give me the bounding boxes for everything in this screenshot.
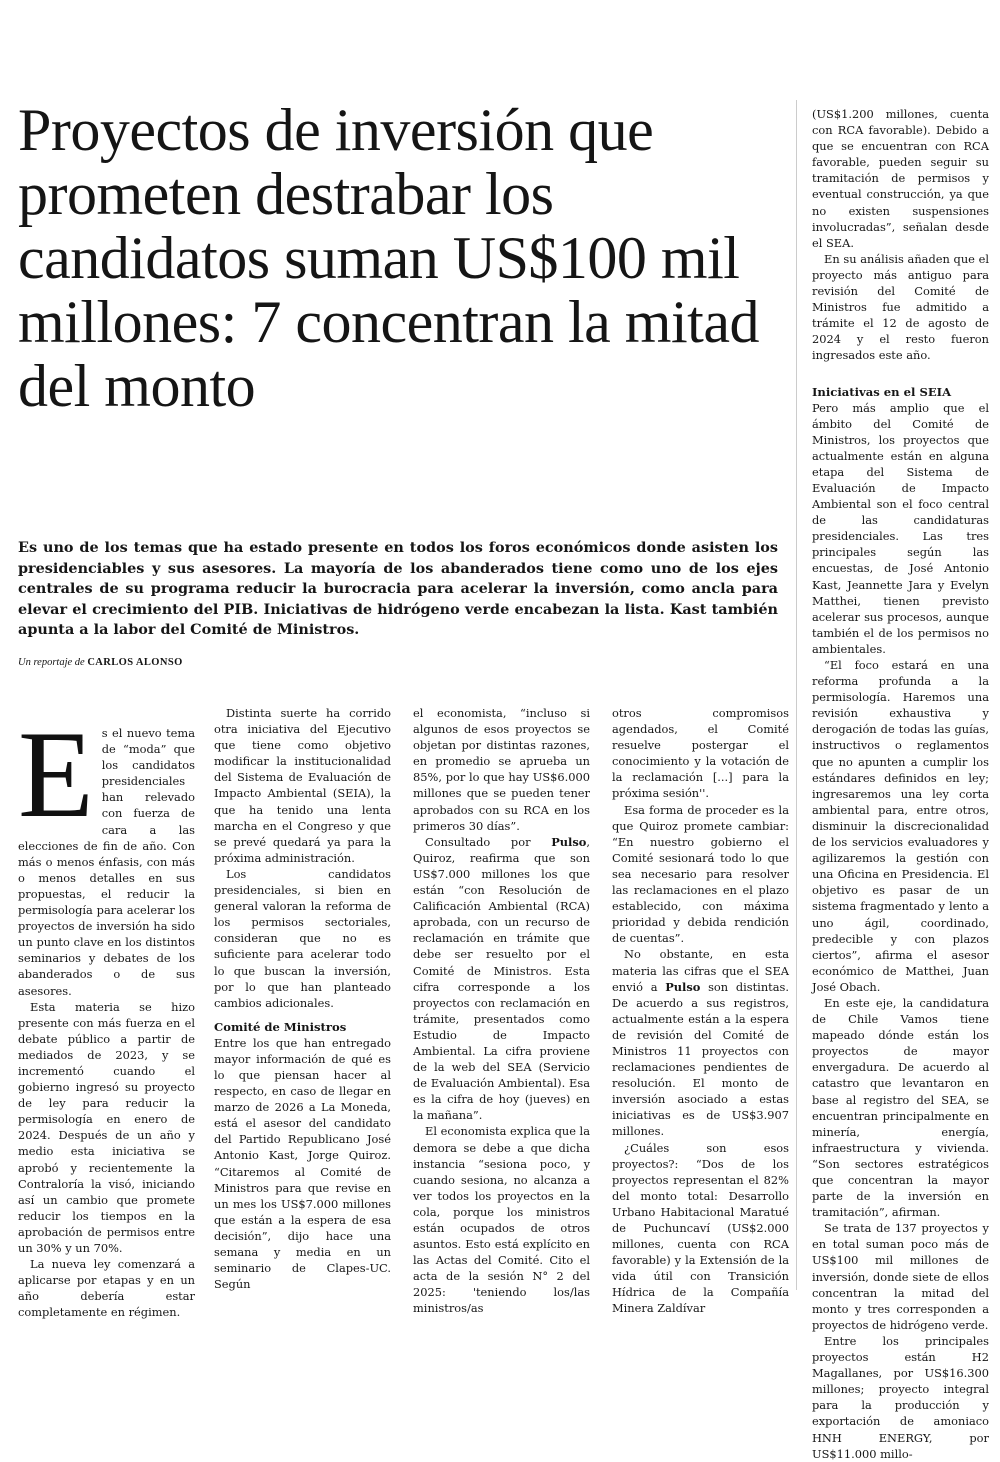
- article-column-3: [413, 705, 590, 1317]
- paragraph: Distinta suerte ha corrido otra iniciativa del Ejecutivo que tiene como objetivo modificar la institucionalidad del Sistema de Evaluación de Impacto Ambiental (SEIA), la que ha tenido una lenta marcha en el Congreso y que se prevé quedará ya para la próxima administración.: [214, 706, 391, 865]
- column-divider: [796, 100, 797, 1290]
- paragraph: Esta materia se hizo presente con más fuerza en el debate público a partir de mediados de 2023, y se incrementó cuando el gobierno ingresó su proyecto de ley para reducir la permisología en enero de 2024. Después de un año y medio esta iniciativa se aprobó y recientemente la Contraloría la visó, iniciando así un cambio que promete reducir los tiempos en la aprobación de permisos entre un 30% y un 70%.: [18, 999, 195, 1255]
- publication-name: Pulso: [665, 979, 701, 994]
- paragraph: Se trata de 137 proyectos y en total suman poco más de US$100 mil millones de inversión, donde siete de ellos concentran la mitad del monto y tres corresponden a proyectos de hidrógeno verde.: [812, 1221, 989, 1332]
- paragraph: En su análisis añaden que el proyecto más antiguo para revisión del Comité de Ministros fue admitido a trámite el 12 de agosto de 2024 y el resto fueron ingresados este año.: [812, 251, 989, 363]
- text-run: No obstante, en esta materia las cifras que el SEA envió a: [612, 947, 789, 994]
- publication-name: Pulso: [551, 834, 587, 849]
- lede-summary: Es uno de los temas que ha estado presente en todos los foros económicos donde asisten los presidenciables y sus asesores. La mayoría de los abanderados tiene como uno de los ejes centrales de su programa reducir la burocracia para acelerar la inversión, como ancla para elevar el crecimiento del PIB. Iniciativas de hidrógeno verde encabezan la lista. Kast también apunta a la labor del Comité de Ministros.: [18, 539, 778, 638]
- paragraph: (US$1.200 millones, cuenta con RCA favorable). Debido a que se encuentran con RCA favorable, pueden seguir su tramitación de permisos y eventual construcción, ya que no existen suspensiones involucradas”, señalan desde el SEA.: [812, 107, 989, 250]
- paragraph: Los candidatos presidenciales, si bien en general valoran la reforma de los permisos sectoriales, consideran que no es suficiente para acelerar todo lo que buscan la inversión, por lo que han planteado cambios adicionales.: [214, 866, 391, 1010]
- byline-author: CARLOS ALONSO: [87, 657, 183, 668]
- section-heading: Comité de Ministros: [214, 1019, 347, 1034]
- paragraph: otros compromisos agendados, el Comité resuelve postergar el conocimiento y la votación de la reclamación [...] para la próxima sesión''.: [612, 706, 789, 801]
- section-heading: Iniciativas en el SEIA: [812, 384, 952, 399]
- article-column-1: [18, 706, 195, 1320]
- paragraph: el economista, “incluso si algunos de esos proyectos se objetan por distintas razones, en promedio se aprueba un 85%, por lo que hay US$6.000 millones que se pueden tener aprobados con su RCA en los primeros 30 días”.: [413, 706, 590, 833]
- paragraph: Pero más amplio que el ámbito del Comité de Ministros, los proyectos que actualmente están en alguna etapa del Sistema de Evaluación de Impacto Ambiental son el foco central de las candidaturas presidenciales. Las tres principales según las encuestas, de José Antonio Kast, Jeannette Jara y Evelyn Matthei, tienen previsto acelerar sus procesos, aunque también el de los permisos no ambientales.: [812, 400, 989, 656]
- byline-prefix: Un reportaje de: [18, 657, 85, 668]
- paragraph: Entre los que han entregado mayor información de qué es lo que piensan hacer al respecto, en caso de llegar en marzo de 2026 a La Moneda, está el asesor del candidato del Partido Republicano José Antonio Kast, Jorge Quiroz. “Citaremos al Comité de Ministros para que revise en un mes los US$7.000 millones que están a la espera de esa decisión”, dijo hace una semana y media en un seminario de Clapes-UC. Según: [214, 1035, 391, 1292]
- byline: [18, 657, 183, 668]
- article-column-5: [812, 106, 989, 1462]
- article-column-4: [612, 705, 789, 1317]
- text-run: , Quiroz, reafirma que son US$7.000 millones los que están “con Resolución de Calificación Ambiental (RCA) aprobada, con un recurso de reclamación en trámite que debe ser resuelto por el Comité de Ministros. Esta cifra corresponde a los proyectos con reclamación en trámite, presentados como Estudio de Impacto Ambiental. La cifra proviene de la web del SEA (Servicio de Evaluación Ambiental). Esa es la cifra de hoy (jueves) en la mañana”.: [413, 834, 590, 1123]
- paragraph: ¿Cuáles son esos proyectos?: “Dos de los proyectos representan el 82% del monto total: Desarrollo Urbano Habitacional Maratué de Puchuncaví (US$2.000 millones, cuenta con RCA favorable) y la Extensión de la vida útil con Transición Hídrica de la Compañía Minera Zaldívar: [612, 1140, 789, 1316]
- paragraph: s el nuevo tema de “moda” que los candidatos presidenciales han relevado con fuerza de cara a las elecciones de fin de año. Con más o menos énfasis, con más o menos detalles en sus propuestas, el reducir la permisología para acelerar los proyectos de inversión ha sido un punto clave en los distintos seminarios y debates de los abanderados o de sus asesores.: [18, 726, 195, 998]
- headline: Proyectos de inversión que prometen destrabar los candidatos suman US$100 mil millones: 7 concentran la mitad del monto: [18, 97, 759, 419]
- paragraph: Entre los principales proyectos están H2 Magallanes, por US$16.300 millones; proyecto integral para la producción y exportación de amoniaco HNH ENERGY, por US$11.000 millo-: [812, 1333, 989, 1461]
- text-run: son distintas. De acuerdo a sus registros, actualmente están a la espera de revisión del Comité de Ministros 11 proyectos con reclamaciones pendientes de resolución. El monto de inversión asociado a estas iniciativas es de US$3.907 millones.: [612, 979, 789, 1139]
- paragraph: Esa forma de proceder es la que Quiroz promete cambiar: “En nuestro gobierno el Comité sesionará todo lo que sea necesario para resolver las reclamaciones en el plazo establecido, con máxima prioridad y debida rendición de cuentas”.: [612, 802, 789, 946]
- paragraph: “El foco estará en una reforma profunda a la permisología. Haremos una revisión exhaustiva y derogación de todas las guías, instructivos o reglamentos que no apunten a cumplir los estándares definidos en ley; ingresaremos una ley corta ambiental para, entre otros, disminuir la discrecionalidad de los servicios evaluadores y agilizaremos la gestión con una Oficina en Presidencia. El objetivo es pasar de un sistema fragmentado y lento a uno ágil, coordinado, predecible y con plazos ciertos”, afirma el asesor económico de Matthei, Juan José Obach.: [812, 658, 989, 994]
- paragraph: En este eje, la candidatura de Chile Vamos tiene mapeado dónde están los proyectos de mayor envergadura. De acuerdo al catastro que levantaron en base al registro del SEA, se encuentran principalmente en minería, energía, infraestructura y vivienda. “Son sectores estratégicos que concentran la mayor parte de la inversión en tramitación”, afirman.: [812, 995, 989, 1220]
- paragraph: [413, 834, 590, 1124]
- drop-cap: E: [18, 706, 94, 843]
- paragraph: El economista explica que la demora se debe a que dicha instancia “sesiona poco, y cuando sesiona, no alcanza a ver todos los proyectos en la cola, porque los ministros están ocupados de otros asuntos. Esto está explícito en las Actas del Comité. Cito el acta de la sesión N° 2 del 2025: 'teniendo los/las ministros/as: [413, 1124, 590, 1316]
- text-run: Consultado por: [425, 834, 552, 849]
- article-column-2: [214, 705, 391, 1292]
- paragraph: La nueva ley comenzará a aplicarse por etapas y en un año debería estar completamente en régimen.: [18, 1257, 195, 1320]
- paragraph: [612, 946, 789, 1139]
